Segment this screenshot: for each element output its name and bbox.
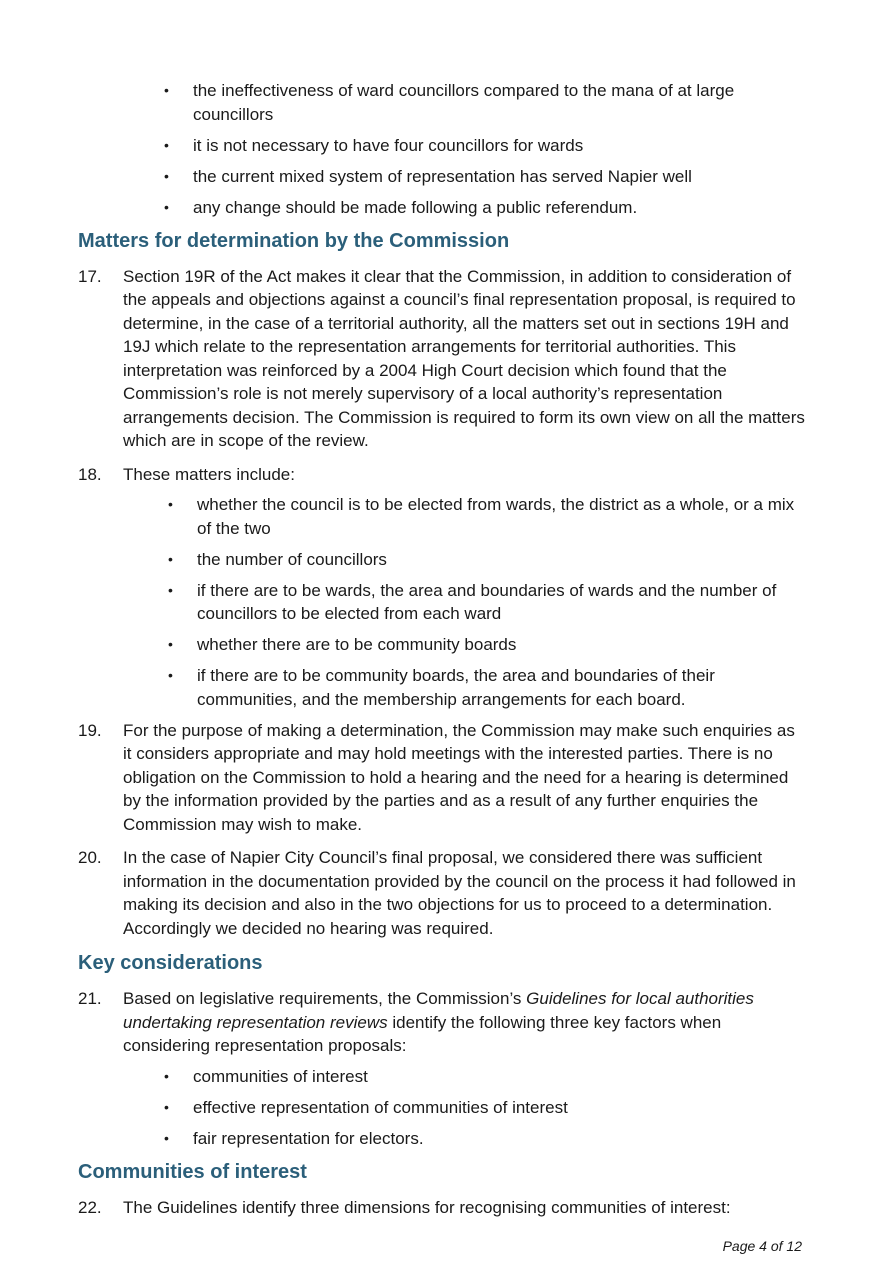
list-item: • the ineffectiveness of ward councillors compared to the mana of at large councillors — [164, 81, 735, 124]
bullet-icon: • — [168, 581, 173, 598]
list-item: • whether there are to be community boards — [0, 633, 807, 657]
matters-bullet-list — [0, 493, 879, 711]
bullet-icon: • — [168, 636, 173, 652]
bullet-icon: • — [164, 198, 169, 215]
bullet-icon: • — [168, 496, 173, 512]
paragraph-number: 21. — [78, 989, 102, 1008]
bullet-icon: • — [164, 1067, 169, 1084]
paragraph-20 — [0, 846, 879, 940]
paragraph-number: 22. — [78, 1197, 102, 1217]
list-item: • whether the council is to be elected from wards, the district as a whole, or a mix of the two — [168, 495, 795, 538]
paragraph-text: In the case of Napier City Council’s final proposal, we considered there was sufficient information in the documentation provided by the council on the process it had followed in making its decision and also in the two objections for us to proceed to a determination. Accordingly we decided no hearing was required. — [123, 848, 796, 938]
list-item: • effective representation of communities of interest — [0, 1096, 773, 1120]
bullet-icon: • — [164, 167, 169, 184]
bullet-icon: • — [164, 1129, 169, 1146]
list-item: • fair representation for electors. — [0, 1127, 773, 1151]
list-item: • the current mixed system of representation has served Napier well — [0, 165, 773, 189]
section-heading-key-considerations: Key considerations — [78, 952, 263, 974]
list-item: • communities of interest — [0, 1065, 773, 1089]
paragraph-21 — [0, 987, 879, 1058]
bullet-icon: • — [164, 136, 169, 153]
section-heading-matters: Matters for determination by the Commission — [78, 229, 510, 252]
paragraph-text: For the purpose of making a determination, the Commission may make such enquiries as it considers appropriate and may hold meetings with the interested parties. There is no obligation on the Commission to hold a hearing and the need for a hearing is determined by the information provided by the parties and as a result of any further enquiries the Commission may wish to make. — [123, 720, 795, 834]
paragraph-22 — [0, 1196, 879, 1220]
paragraph-text: Section 19R of the Act makes it clear that the Commission, in addition to consideration of the appeals and objections against a council’s final representation proposal, is required to determine, in the case of a territorial authority, all the matters set out in sections 19H and 19J which relate to the representation arrangements for territorial authorities. This interpretation was reinforced by a 2004 High Court decision which found that the Commission’s role is not merely supervisory of a local authority’s representation arrangements decision. The Commission is required to form its own view on all the matters which are in scope of the review. — [123, 266, 805, 450]
paragraph-18 — [0, 463, 879, 487]
list-item: • it is not necessary to have four councillors for wards — [0, 134, 773, 158]
guidelines-title: Guidelines for local authorities undertaking representation reviews — [123, 989, 754, 1032]
list-item: • if there are to be wards, the area and boundaries of wards and the number of councillors to be elected from each ward — [168, 580, 777, 623]
paragraph-number: 17. — [78, 266, 102, 286]
bullet-icon: • — [164, 1098, 169, 1115]
intro-bullet-list — [0, 79, 879, 219]
paragraph-text: Based on legislative requirements, the Commission’s Guidelines for local authorities undertaking representation reviews identify the following three key factors when considering representation proposals: — [123, 989, 754, 1055]
paragraph-19 — [0, 719, 879, 837]
bullet-icon: • — [164, 82, 169, 98]
list-item: • the number of councillors — [0, 548, 807, 572]
list-item: • any change should be made following a public referendum. — [0, 196, 773, 220]
paragraph-number: 19. — [78, 720, 102, 740]
bullet-icon: • — [168, 550, 173, 567]
paragraph-text: The Guidelines identify three dimensions for recognising communities of interest: — [123, 1197, 731, 1217]
section-heading-communities: Communities of interest — [78, 1160, 307, 1183]
paragraph-text: These matters include: — [123, 464, 295, 484]
page-number: Page 4 of 12 — [722, 1238, 802, 1254]
paragraph-17 — [0, 265, 879, 453]
key-factors-bullet-list — [0, 1065, 879, 1151]
paragraph-number: 18. — [78, 464, 102, 484]
list-item: • if there are to be community boards, the area and boundaries of their communities, and the membership arrangements for each board. — [168, 666, 715, 709]
paragraph-number: 20. — [78, 848, 102, 867]
bullet-icon: • — [168, 667, 173, 683]
